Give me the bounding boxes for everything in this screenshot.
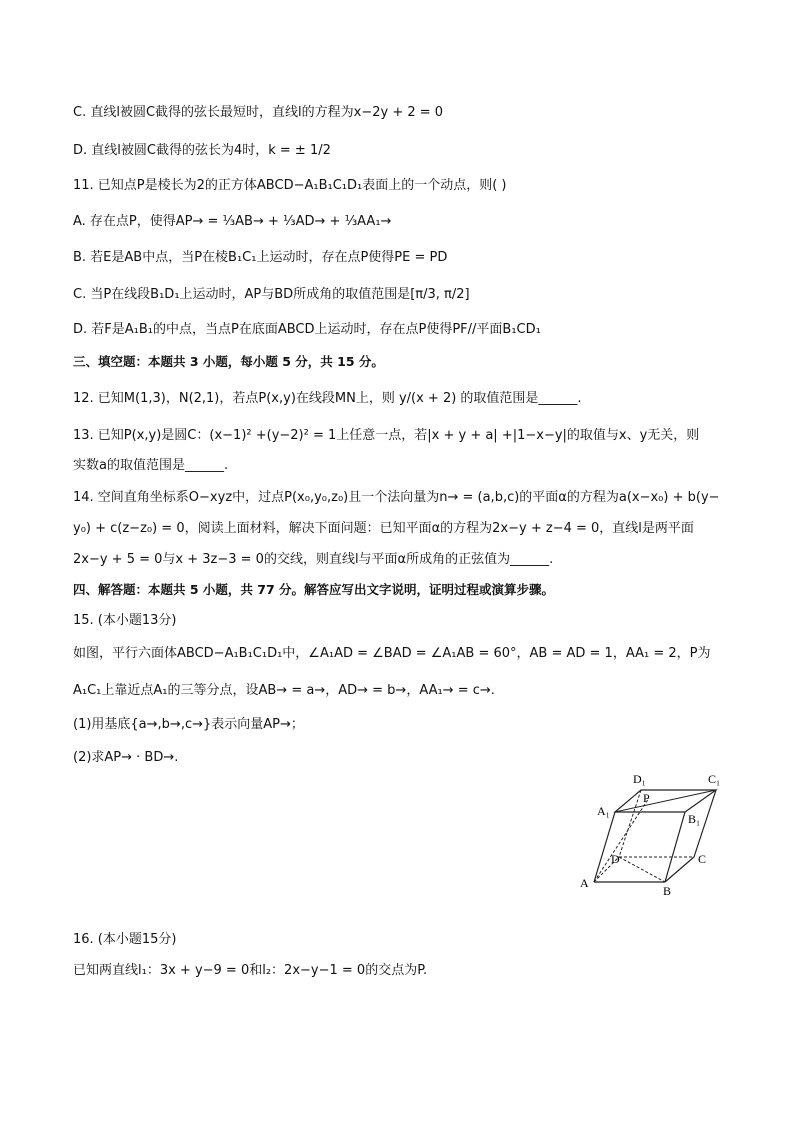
text-line: 2x−y + 5 = 0与x + 3z−3 = 0的交线，则直线l与平面α所成角的正弦值为______. bbox=[73, 552, 554, 567]
text-line: 13. 已知P(x,y)是圆C：(x−1)² +(y−2)² = 1上任意一点，若|x + y + a| +|1−x−y|的取值与x、y无关，则 bbox=[73, 428, 700, 443]
text-line: 16. (本小题15分) bbox=[73, 932, 177, 947]
text-line: 15. (本小题13分) bbox=[73, 613, 177, 628]
section-heading: 三、填空题：本题共 3 小题，每小题 5 分，共 15 分。 bbox=[73, 354, 384, 369]
section-heading: 四、解答题：本题共 5 小题，共 77 分。解答应写出文字说明，证明过程或演算步骤。 bbox=[73, 582, 555, 597]
label-D1: D₁ bbox=[633, 772, 646, 786]
text-line: 14. 空间直角坐标系O−xyz中，过点P(x₀,y₀,z₀)且一个法向量为n→ = (a,b,c)的平面α的方程为a(x−x₀) + b(y− bbox=[73, 490, 720, 505]
label-D: D bbox=[611, 852, 620, 866]
edge-DB bbox=[619, 857, 665, 882]
text-line: 11. 已知点P是棱长为2的正方体ABCD−A₁B₁C₁D₁表面上的一个动点，则( ) bbox=[73, 178, 507, 193]
label-C1: C₁ bbox=[708, 772, 721, 786]
text-line: 实数a的取值范围是______. bbox=[73, 458, 229, 473]
text-line: A. 存在点P，使得AP→ = ⅓AB→ + ⅓AD→ + ⅓AA₁→ bbox=[73, 214, 392, 229]
text-line: (1)用基底{a→,b→,c→}表示向量AP→； bbox=[73, 717, 304, 732]
label-B1: B₁ bbox=[688, 812, 701, 826]
text-line: 已知两直线l₁：3x + y−9 = 0和l₂：2x−y−1 = 0的交点为P. bbox=[73, 963, 428, 978]
edge-B1B bbox=[665, 812, 685, 882]
text-line: (2)求AP→ · BD→. bbox=[73, 750, 179, 765]
label-A1: A₁ bbox=[597, 804, 610, 818]
parallelepiped-figure bbox=[575, 765, 735, 895]
text-line: D. 若F是A₁B₁的中点，当点P在底面ABCD上运动时，存在点P使得PF//平面B₁CD₁ bbox=[73, 322, 541, 337]
text-line: 12. 已知M(1,3)，N(2,1)，若点P(x,y)在线段MN上，则 y/(x + 2) 的取值范围是______. bbox=[73, 391, 582, 406]
label-P: P bbox=[643, 791, 650, 805]
text-line: D. 直线l被圆C截得的弦长为4时，k = ± 1/2 bbox=[73, 143, 331, 158]
edge-A1A bbox=[594, 812, 615, 882]
text-line: y₀) + c(z−z₀) = 0，阅读上面材料，解决下面问题：已知平面α的方程为2x−y + z−4 = 0，直线l是两平面 bbox=[73, 521, 694, 536]
edge-BC bbox=[665, 857, 694, 882]
label-C: C bbox=[698, 852, 707, 866]
text-line: B. 若E是AB中点，当P在棱B₁C₁上运动时，存在点P使得PE = PD bbox=[73, 250, 448, 265]
text-line: A₁C₁上靠近点A₁的三等分点，设AB→ = a→，AD→ = b→，AA₁→ = c→. bbox=[73, 683, 495, 698]
text-line: 如图，平行六面体ABCD−A₁B₁C₁D₁中，∠A₁AD = ∠BAD = ∠A₁AB = 60°，AB = AD = 1，AA₁ = 2，P为 bbox=[73, 646, 711, 661]
text-line: C. 当P在线段B₁D₁上运动时，AP与BD所成角的取值范围是[π/3, π/2] bbox=[73, 287, 470, 302]
label-A: A bbox=[580, 876, 589, 890]
text-line: C. 直线l被圆C截得的弦长最短时，直线l的方程为x−2y + 2 = 0 bbox=[73, 105, 444, 120]
label-B: B bbox=[663, 884, 672, 895]
